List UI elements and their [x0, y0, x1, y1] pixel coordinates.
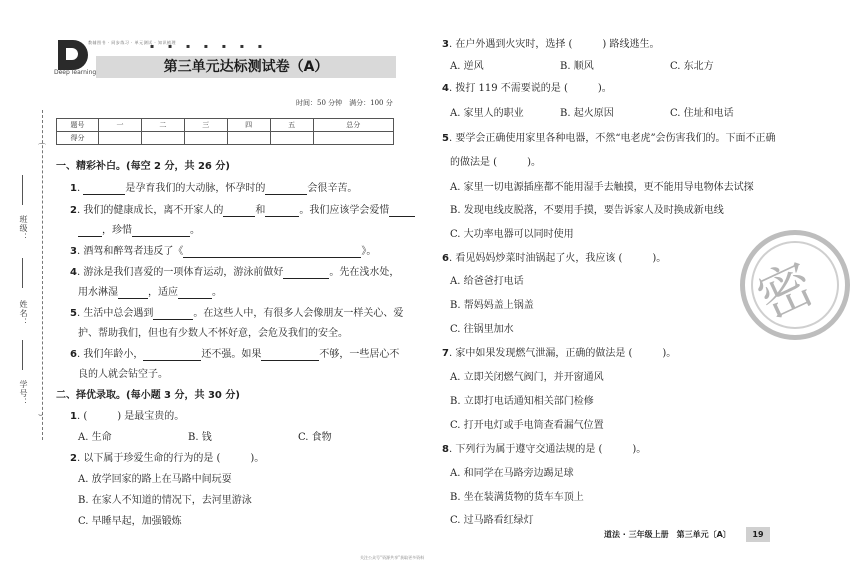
option-b[interactable]: B. 起火原因: [560, 108, 614, 119]
blank[interactable]: [153, 309, 193, 320]
s2-q1: 1. ( ) 是最宝贵的。: [70, 411, 185, 422]
s2-q8: 8. 下列行为属于遵守交通法规的是 ( )。: [442, 444, 647, 455]
s2-q3: 3. 在户外遇到火灾时，选择 ( ) 路线逃生。: [442, 39, 660, 50]
s1-q6: 6. 我们年龄小， 还不强。如果 不够，一些居心不: [70, 349, 400, 360]
score-cell[interactable]: [141, 132, 184, 145]
option-c[interactable]: C. 过马路看红绿灯: [450, 515, 534, 526]
option-c[interactable]: C. 食物: [298, 432, 332, 443]
score-cell[interactable]: [184, 132, 227, 145]
option-a[interactable]: A. 和同学在马路旁边踢足球: [450, 468, 574, 479]
blank[interactable]: [143, 350, 201, 361]
table-cell: 四: [227, 119, 270, 132]
time-score-line: 时间：50 分钟 满分：100 分: [296, 99, 393, 107]
s1-q4: 4. 游泳是我们喜爱的一项体育运动，游泳前做好 。先在浅水处，: [70, 267, 400, 278]
s2-q4: 4. 拨打 119 不需要说的是 ( )。: [442, 83, 612, 94]
option-a[interactable]: A. 生命: [78, 432, 112, 443]
s1-q6-cont: 良的人就会钻空子。: [78, 369, 168, 380]
title-bar: [96, 56, 396, 78]
s1-q4-cont: 用水淋湿 ，适应 。: [78, 287, 222, 298]
blank[interactable]: [283, 268, 329, 279]
number-blank: [22, 340, 23, 370]
class-blank: [22, 175, 23, 205]
page-title: 第三单元达标测试卷（A）: [163, 59, 329, 75]
score-cell[interactable]: [227, 132, 270, 145]
s2-q5-cont: 的做法是 ( )。: [450, 157, 541, 168]
blank[interactable]: [265, 206, 299, 217]
score-table: [56, 118, 394, 145]
option-a[interactable]: A. 放学回家的路上在马路中间玩耍: [78, 474, 232, 485]
option-b[interactable]: B. 发现电线皮脱落，不要用手摸，要告诉家人及时换成新电线: [450, 205, 724, 216]
binding-margin: [0, 0, 48, 567]
score-table-score-row: [57, 132, 394, 145]
s2-q1-options: [78, 431, 332, 444]
option-a[interactable]: A. 立即关闭燃气阀门，并开窗通风: [450, 372, 604, 383]
option-c[interactable]: C. 东北方: [670, 61, 714, 72]
header-strip: 教辅图书 · 同步练习 · 单元测试 · 知识梳理: [88, 40, 176, 45]
s2-q2: 2. 以下属于珍爱生命的行为的是 ( )。: [70, 453, 265, 464]
secret-stamp: [740, 230, 850, 340]
blank[interactable]: [261, 350, 319, 361]
blank[interactable]: [118, 288, 148, 299]
blank[interactable]: [265, 184, 307, 195]
cut-line: [42, 110, 43, 440]
margin-bracket: ⌒: [38, 143, 46, 152]
margin-number-label: 学号：: [19, 380, 28, 407]
option-c[interactable]: C. 往锅里加水: [450, 324, 514, 335]
option-b[interactable]: B. 钱: [188, 432, 212, 443]
logo-text: Deep learning: [54, 69, 97, 76]
bottom-note: 关注公众号“资源共享”获取更多资料: [360, 555, 425, 560]
table-cell: 题号: [57, 119, 99, 132]
table-cell: 得分: [57, 132, 99, 145]
score-cell[interactable]: [99, 132, 142, 145]
table-cell: 总分: [313, 119, 393, 132]
s2-q5: 5. 要学会正确使用家里各种电器，不然“电老虎”会伤害我们的。下面不正确: [442, 133, 776, 144]
table-cell: 二: [141, 119, 184, 132]
blank[interactable]: [83, 184, 125, 195]
score-cell[interactable]: [313, 132, 393, 145]
s2-q6: 6. 看见妈妈炒菜时油锅起了火，我应该 ( )。: [442, 253, 667, 264]
blank[interactable]: [223, 206, 255, 217]
option-b[interactable]: B. 帮妈妈盖上锅盖: [450, 300, 534, 311]
footer-text: 道法 · 三年级上册 第三单元〔A〕: [604, 530, 731, 539]
stamp-glyph: 密: [747, 251, 824, 332]
blank[interactable]: [178, 288, 212, 299]
margin-name-label: 姓名：: [19, 300, 28, 327]
header-dots: ▪ ▪ ▪ ▪ ▪ ▪ ▪: [150, 43, 268, 50]
margin-bracket-bottom: ⌣: [38, 410, 44, 419]
page-number: 19: [746, 527, 770, 542]
option-b[interactable]: B. 在家人不知道的情况下，去河里游泳: [78, 495, 252, 506]
option-a[interactable]: A. 家里一切电源插座都不能用湿手去触摸，更不能用导电物体去试探: [450, 182, 754, 193]
option-a[interactable]: A. 给爸爸打电话: [450, 276, 524, 287]
blank[interactable]: [78, 226, 102, 237]
s1-q3: 3. 酒驾和醉驾者违反了《 》。: [70, 246, 377, 257]
option-a[interactable]: A. 家里人的职业: [450, 108, 524, 119]
option-c[interactable]: C. 住址和电话: [670, 108, 734, 119]
blank[interactable]: [132, 226, 190, 237]
s1-q1: 1. 是孕育我们的大动脉，怀孕时的 会很辛苦。: [70, 183, 358, 194]
margin-class-label: 班级：: [19, 215, 28, 242]
blank[interactable]: [183, 247, 361, 258]
score-cell[interactable]: [270, 132, 313, 145]
name-blank: [22, 258, 23, 288]
s1-q5: 5. 生活中总会遇到 。在这些人中，有很多人会像朋友一样关心、爱: [70, 308, 404, 319]
s2-q3-options: [450, 60, 714, 73]
option-c[interactable]: C. 打开电灯或手电筒查看漏气位置: [450, 420, 604, 431]
s1-q2-cont: ，珍惜 。: [78, 224, 200, 237]
section1-heading: 一、精彩补白。(每空 2 分，共 26 分): [56, 161, 230, 172]
score-table-header-row: [57, 119, 394, 132]
table-cell: 三: [184, 119, 227, 132]
s1-q5-cont: 护、帮助我们，但也有少数人不怀好意，会危及我们的安全。: [78, 328, 348, 339]
option-c[interactable]: C. 大功率电器可以同时使用: [450, 229, 574, 240]
section2-heading: 二、择优录取。(每小题 3 分，共 30 分): [56, 390, 240, 401]
blank[interactable]: [389, 206, 415, 217]
option-a[interactable]: A. 逆风: [450, 61, 484, 72]
s2-q4-options: [450, 107, 734, 120]
table-cell: 五: [270, 119, 313, 132]
option-b[interactable]: B. 坐在装满货物的货车车顶上: [450, 492, 584, 503]
option-c[interactable]: C. 早睡早起，加强锻炼: [78, 516, 182, 527]
option-b[interactable]: B. 顺风: [560, 61, 594, 72]
s1-q2: 2. 我们的健康成长，离不开家人的 和 。我们应该学会爱惜: [70, 204, 415, 217]
option-b[interactable]: B. 立即打电话通知相关部门检修: [450, 396, 594, 407]
s2-q7: 7. 家中如果发现燃气泄漏，正确的做法是 ( )。: [442, 348, 677, 359]
table-cell: 一: [99, 119, 142, 132]
